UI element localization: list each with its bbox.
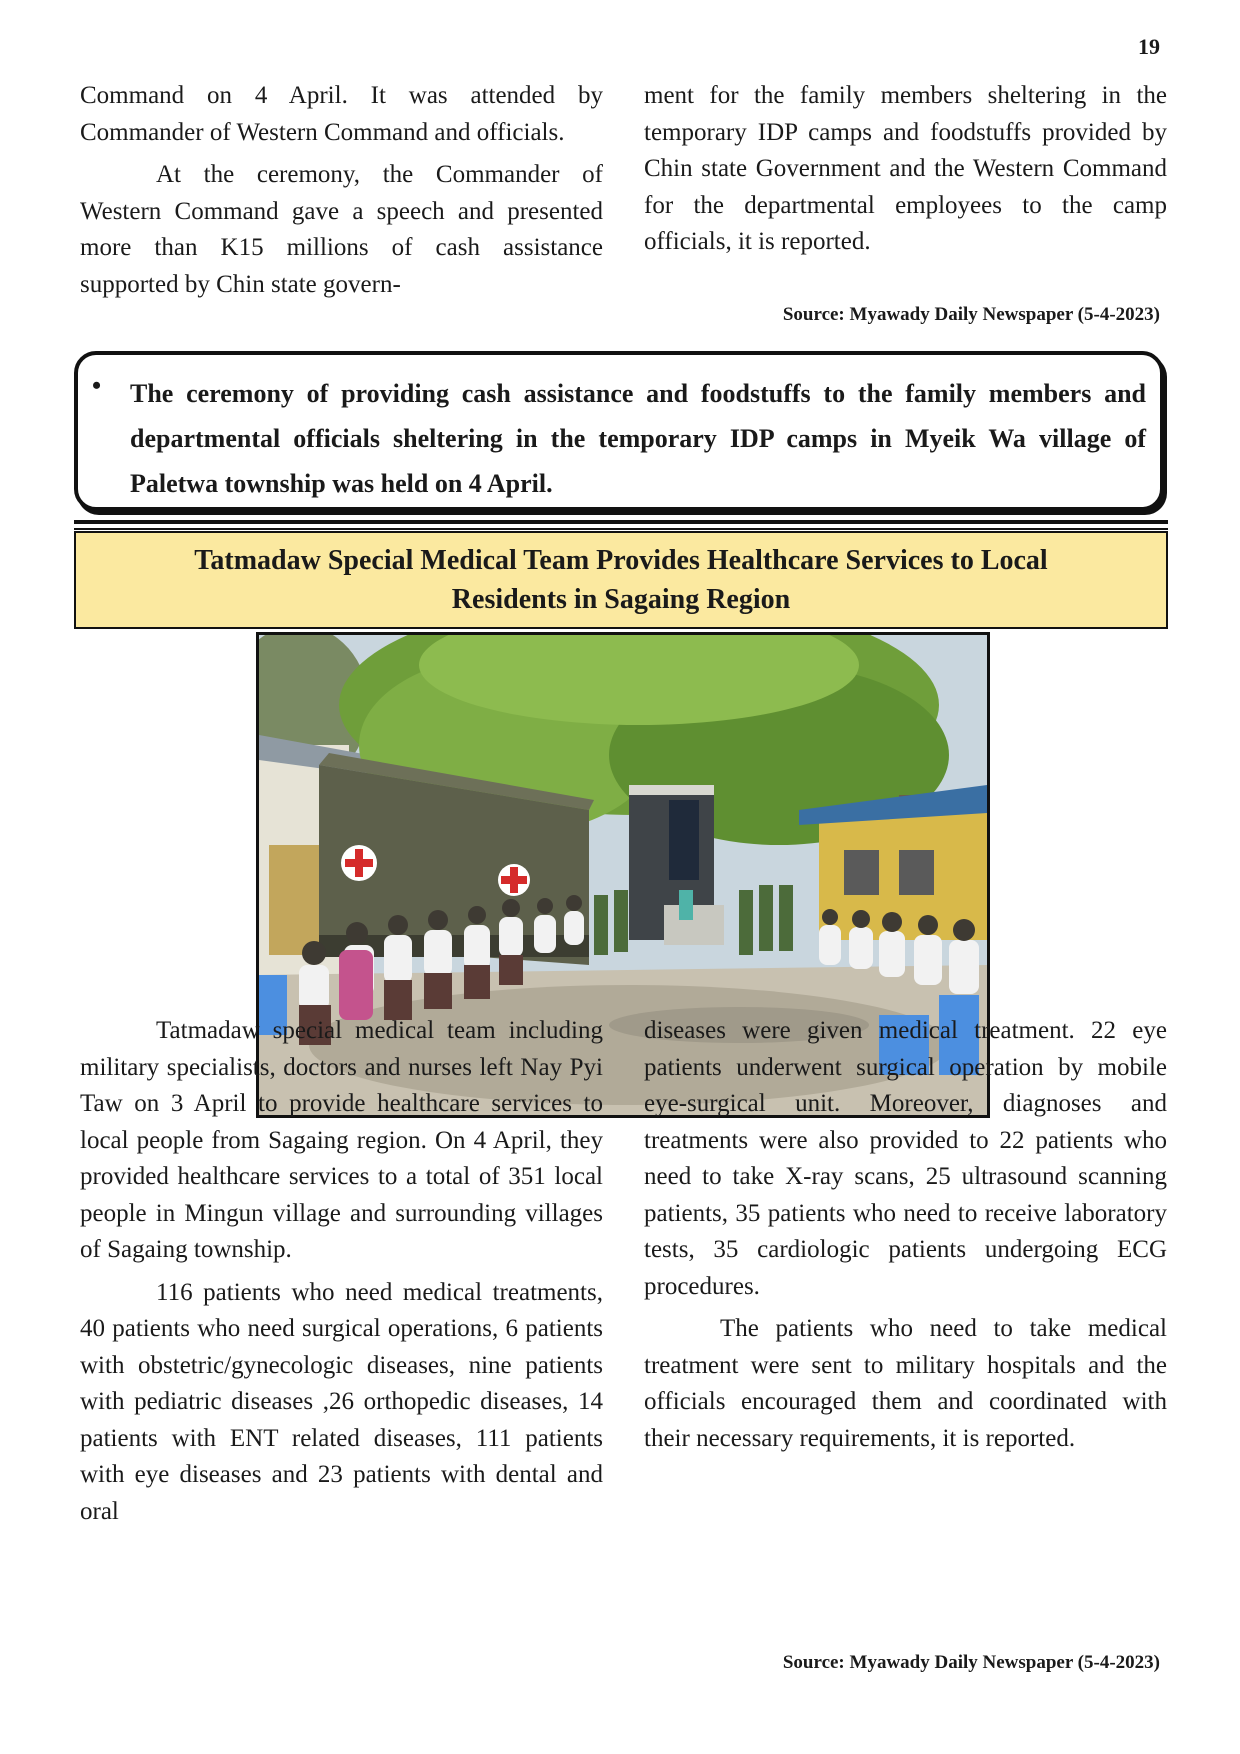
bottom-source-credit: Source: Myawady Daily Newspaper (5-4-2023)	[782, 1652, 1160, 1673]
bullet-icon: •	[92, 371, 102, 400]
page-number: 19	[1138, 34, 1160, 59]
top-left-column	[80, 78, 603, 303]
top-right-column	[644, 78, 1167, 261]
paragraph: The patients who need to take medical treatment were sent to military hospitals and the officials encouraged them and coordinated with their necessary requirements, it is reported.	[644, 1315, 1167, 1452]
bottom-right-column	[644, 1013, 1167, 1457]
summary-box	[74, 351, 1164, 511]
paragraph: diseases were given medical treatment. 22 eye patients underwent surgical operation by mobile eye-surgical unit. Moreover, diagnoses and treatments were also provided to 22 patients who need to take X-ray scans, 25 ultrasound scanning patients, 35 patients who need to receive laboratory tests, 35 cardiologic patients undergoing ECG procedures.	[644, 1017, 1167, 1300]
paragraph: Tatmadaw special medical team including military specialists, doctors and nurses left Nay Pyi Taw on 3 April to provide healthcare services to local people from Sagaing region. On 4 April, they provided healthcare services to a total of 351 local people in Mingun village and surrounding villages of Sagaing township.	[80, 1017, 603, 1263]
bottom-left-column	[80, 1013, 603, 1530]
paragraph: 116 patients who need medical treatments, 40 patients who need surgical operations, 6 patients with obstetric/gynecologic diseases, nine patients with pediatric diseases ,26 orthopedic diseases, 14 patients with ENT related diseases, 111 patients with eye diseases and 23 patients with dental and oral	[80, 1278, 603, 1525]
article-headline: Tatmadaw Special Medical Team Provides Healthcare Services to Local Residents in Sagaing Region	[74, 531, 1168, 629]
divider	[74, 528, 1168, 530]
paragraph: At the ceremony, the Commander of Western Command gave a speech and presented more than K15 millions of cash assistance supported by Chin state govern-	[80, 161, 603, 298]
summary-text: The ceremony of providing cash assistance and foodstuffs to the family members and departmental officials sheltering in the temporary IDP camps in Myeik Wa village of Paletwa township was held on 4 April.	[130, 379, 1146, 498]
top-source-credit: Source: Myawady Daily Newspaper (5-4-2023)	[782, 304, 1160, 325]
paragraph: ment for the family members sheltering in the temporary IDP camps and foodstuffs provided by Chin state Government and the Western Command for the departmental employees to the camp officials, it is reported.	[644, 82, 1167, 255]
divider	[74, 520, 1168, 524]
paragraph: Command on 4 April. It was attended by Commander of Western Command and officials.	[80, 82, 603, 146]
